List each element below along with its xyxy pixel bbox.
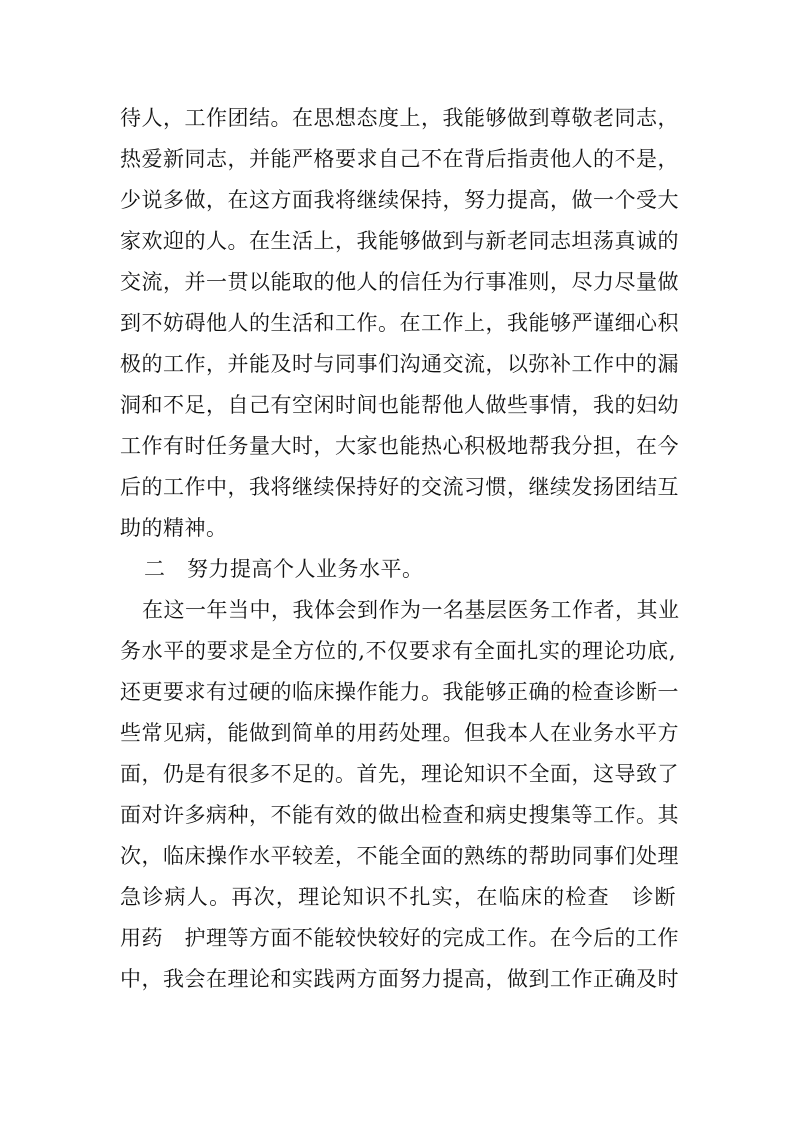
text-line: 极的工作，并能及时与同事们沟通交流，以弥补工作中的漏 [120, 352, 679, 376]
text-line: 些常见病，能做到简单的用药处理。但我本人在业务水平方 [120, 721, 679, 745]
text-line: 面，仍是有很多不足的。首先，理论知识不全面，这导致了 [120, 762, 679, 786]
text-line: 急诊病人。再次，理论知识不扎实，在临床的检查 诊断 [120, 885, 676, 909]
text-line: 面对许多病种，不能有效的做出检查和病史搜集等工作。其 [120, 803, 679, 827]
text-line: 还更要求有过硬的临床操作能力。我能够正确的检查诊断一 [120, 680, 679, 704]
text-line: 热爱新同志，并能严格要求自己不在背后指责他人的不是， [120, 147, 679, 171]
text-line: 交流，并一贯以能取的他人的信任为行事准则，尽力尽量做 [120, 270, 679, 294]
text-line: 到不妨碍他人的生活和工作。在工作上，我能够严谨细心积 [120, 311, 679, 335]
text-line: 少说多做，在这方面我将继续保持，努力提高，做一个受大 [120, 188, 679, 212]
text-line: 后的工作中，我将继续保持好的交流习惯，继续发扬团结互 [120, 475, 679, 499]
text-line: 用药 护理等方面不能较快较好的完成工作。在今后的工作 [120, 926, 679, 950]
text-line: 中，我会在理论和实践两方面努力提高，做到工作正确及时 [120, 967, 679, 991]
text-line: 务水平的要求是全方位的,不仅要求有全面扎实的理论功底, [120, 639, 676, 663]
section-heading: 二 努力提高个人业务水平。 [144, 557, 424, 581]
body-text [120, 98, 680, 1000]
text-line: 工作有时任务量大时，大家也能热心积极地帮我分担，在今 [120, 434, 679, 458]
text-line: 洞和不足，自己有空闲时间也能帮他人做些事情，我的妇幼 [120, 393, 679, 417]
text-line: 助的精神。 [120, 516, 228, 540]
text-line: 在这一年当中，我体会到作为一名基层医务工作者，其业 [142, 598, 680, 622]
text-line: 次，临床操作水平较差，不能全面的熟练的帮助同事们处理 [120, 844, 679, 868]
text-line: 待人，工作团结。在思想态度上，我能够做到尊敬老同志， [120, 106, 679, 130]
text-line: 家欢迎的人。在生活上，我能够做到与新老同志坦荡真诚的 [120, 229, 679, 253]
